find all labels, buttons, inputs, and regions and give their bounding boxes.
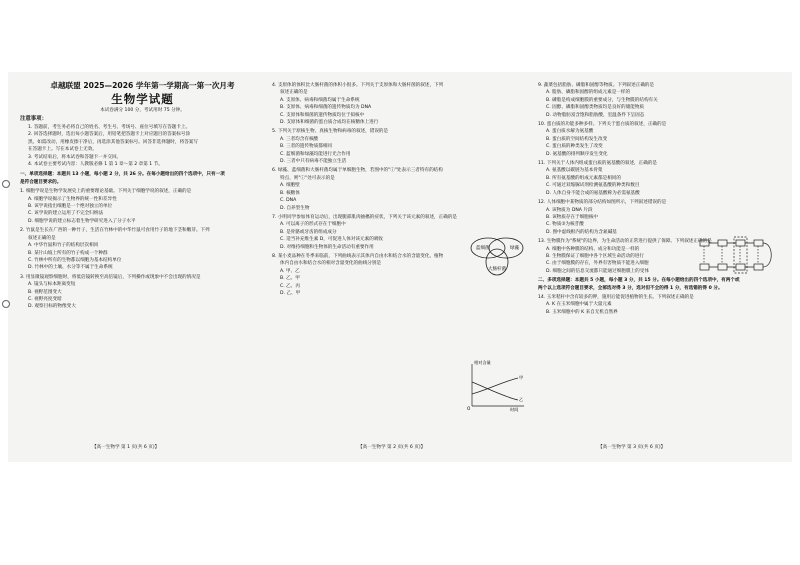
answer-option: A. 中华竹鼠和竹子的结构层次相同 [28,243,99,249]
answer-option: D. 细胞学说的建立标志着生物学研究进入了分子水平 [28,218,136,224]
answer-option: A. 细胞中各种膜的结构、成分和功能是一样的 [546,246,640,252]
notice-line: 3. 考试结束后，将本试卷和答题卡一并交回。 [28,154,122,160]
curve-label: 甲 [519,375,524,380]
nucleotide-box [754,264,763,270]
venn-label: 蓝细菌 [476,246,490,251]
answer-option: A. 细胞壁 [280,183,300,189]
answer-option: D. 氨基酸的排列顺序发生变化 [546,151,608,157]
question-stem: 1. 细胞学说是生物学发展史上的重要理论基础。下列关于细胞学说的叙述，正确的是 [20,189,192,195]
answer-option: D. 图中虚线框内的结构为含氮碱基 [546,229,617,235]
answer-option: B. 生物膜保证了细胞中各个区域生命活动的进行 [546,253,644,259]
answer-option: C. 物质③为核苷酸 [546,222,584,228]
answer-option: A. 脂肪、磷脂和固醇的组成元素是一样的 [546,90,631,96]
answer-option: A. 该物质为 DNA 片段 [546,207,593,213]
page-footer: 【高一生物学 第 2 页(共 6 页)】 [358,445,426,450]
answer-option: D. 人体自身不能合成的氨基酸称为必需氨基酸 [546,190,640,196]
question-stem: 特点，则"ⓘ"处可表示的是 [280,175,335,181]
answer-option: C. DNA [280,198,297,204]
answer-option: D. 竹林中的土壤、水分等不属于生命系统 [28,265,113,271]
answer-option: A. 蛋白质水解为氨基酸 [546,129,594,135]
binding-hole [2,180,10,188]
section-heading: 两个以上选项符合题目要求，全部选对得 3 分，选对但不全的得 1 分，有选错的得 0 分。 [538,285,723,291]
answer-option: B. 视野范围变大 [28,289,62,295]
question-stem: 3. 用显微镜观察细胞时，将低倍镜转换至高倍镜后，下列操作或现象中不会出现的情况是 [20,274,201,280]
answer-option: A. 氨基酸以碳链为基本骨架 [546,168,603,174]
notice-line: 2. 回答选择题时，选出每小题答案后，用铅笔把答题卡上对应题目的答案标号涂 [28,132,191,138]
answer-option: C. 可通过双缩脲试剂检测氨基酸的种类和数目 [546,183,640,189]
binding-hole [2,300,10,308]
question-stem: 5. 下列关于原核生物、真核生物和病毒的叙述，错误的是 [272,129,389,135]
question-stem: 4. 支原体的体积比大肠杆菌的体积小很多。下列关于支原体和大肠杆菌的叙述，下列 [272,83,444,88]
answer-option: B. 支原体、病毒和细菌的遗传物质均为 DNA [280,105,372,111]
nucleotide-box [736,240,745,246]
answer-option: B. 核糖体 [280,190,300,196]
answer-option: B. 该学说指出细胞是一个绝对独立的单位 [28,204,113,210]
answer-option: D. 对维持细胞和生物体的生命活动有重要作用 [280,244,374,250]
question-stem: 6. 绿藻、蓝细菌和大肠杆菌均属于单细胞生物，若图中的"ⓘ"处表示三者特有的结构 [272,168,443,174]
base-pair-line [704,246,758,264]
section-heading: 一、单项选择题：本题共 13 小题，每小题 2 分，共 26 分。在每小题给出的四个选项中，只有一项 [20,172,225,178]
notice-line: 1. 答题前，考生务必将自己的姓名、考生号、考场号、座位号填写在答题卡上。 [28,125,191,130]
page-column-3 [538,82,786,316]
answer-option: B. 蛋白质的空间结构发生改变 [546,136,608,142]
answer-option: B. 三者的遗传物质都相同 [280,144,333,150]
question-stem: 13. 生物膜作为"系统"的边界，为生命活动的正常进行提供了保障。下列叙述正确的是 [538,239,712,245]
question-stem: 9. 蔬菜包括脂肪、磷脂和固醇等物质。下列叙述正确的是 [538,83,655,88]
exam-title: 卓越联盟 2025—2026 学年第一学期高一第一次月考 [50,81,235,90]
venn-diagram [466,232,528,276]
question-stem: 11. 下列关于人体内组成蛋白质的氨基酸的叙述，正确的是 [538,161,658,167]
notice-line: 4. 本试卷主要考试内容：人教版必修 1 第 1 章～第 2 章第 1 节。 [28,162,163,168]
answer-option: A. 可以离子的形式存在于细胞中 [280,222,346,228]
question-stem: 8. 某小麦品种在冬季来临前，下列曲线表示其体内自由水和结合水的含量变化，植物 [272,253,444,259]
answer-option: C. 蓝细菌和绿藻均能进行光合作用 [280,151,351,157]
question-stem: 14. 玉米秸秆中含有较多的钾，施用后能促进植物的生长。下列叙述正确的是 [538,294,694,300]
answer-option: C. 视野亮度变暗 [28,296,62,302]
answer-option: C. 乙、丙 [280,283,300,289]
page-footer: 【高一生物学 第 3 页(共 6 页)】 [598,445,666,450]
answer-option: D. 三者中只有病毒不能独立生活 [280,159,347,165]
notice-heading: 注意事项： [20,116,47,122]
water-content-graph [462,358,528,412]
notice-line: 在答题卡上。写在本试卷上无效。 [28,147,97,153]
answer-option: B. 乙、甲 [280,276,300,282]
answer-option: D. 动物脂肪富含饱和脂肪酸，室温条件下呈固态 [546,112,645,118]
answer-option: B. 磷脂是构成细胞膜的重要成分，与生物膜的结构有关 [546,97,658,103]
answer-option: C. 支原体和细菌的遗传物质均位于拟核中 [280,112,365,118]
answer-option: C. 由于细胞膜的存在，外界有害物质不能进入细胞 [546,261,649,267]
section-heading: 二、多项选择题：本题共 5 小题，每小题 3 分，共 15 分。在每小题给出的四个选项中，有两个或 [538,278,740,284]
question-stem: 叙述正确的是 [280,90,308,96]
answer-option: C. 适当补充维生素 D，可促进人体对该元素的吸收 [280,237,384,243]
answer-option: D. 观察目标的物像变大 [28,304,76,310]
nucleotide-box [754,240,763,246]
venn-label: 绿藻 [510,246,519,251]
answer-option: C. 蛋白质的种类发生了改变 [546,144,603,150]
question-stem: 12. 人体细胞中某物质的部分结构如图所示，下列叙述错误的是 [538,200,667,206]
answer-option: A. 支原体、病毒和细菌均属于生命系统 [280,97,360,103]
answer-option: D. 乙、甲 [280,290,301,296]
answer-option: A. 甲、乙 [280,268,300,274]
axis-label: 时间 [510,407,519,412]
answer-option: A. 细胞学说揭示了生物界的统一性和差异性 [28,196,117,202]
curve-label: 乙 [519,397,524,402]
section-heading: 是符合题目要求的。 [20,179,62,185]
answer-option: B. 某片山坡上所有的竹子构成一个种群 [28,250,108,256]
nucleotide-box [700,264,709,270]
exam-info: 本试卷满分 100 分，考试用时 75 分钟。 [100,108,185,113]
nucleotide-box [736,264,745,270]
question-stem: 7. 小明同学参加体育运动后，出现腿部肌肉抽搐的症状，下列关于该元素的叙述，正确的是 [272,214,458,220]
answer-option: D. 细胞之间的信息交流都只能通过细胞膜上的受体 [546,268,649,274]
notice-line: 黑。如需改动，用橡皮擦干净后，再选涂其他答案标号。回答非选择题时，将答案写 [28,139,198,145]
question-stem: 10. 蛋白质的功能多种多样。下列关于蛋白质的叙述，正确的是 [538,122,667,128]
nucleotide-box [718,240,727,246]
answer-option: A. K 在玉米细胞中属于大量元素 [546,302,612,308]
answer-option: B. 是骨骼或牙齿的组成成分 [280,229,337,235]
nucleotide-box [718,264,727,270]
answer-option: A. 三者均含有核酸 [280,136,319,142]
answer-option: B. 玉米细胞中的 K 来自无机自然界 [546,309,618,315]
answer-option: B. 该物质存在于细胞核中 [546,214,599,220]
answer-option: B. 所有氨基酸的组成元素都是相同的 [546,175,621,181]
answer-option: C. 固醇、磷脂和固醇类物质均是良好的储能物质 [546,105,645,111]
venn-label: 大肠杆菌 [488,267,506,272]
curve-yi [472,382,518,400]
origin-label: O [467,406,471,411]
page-footer: 【高一生物学 第 1 页(共 6 页)】 [92,445,160,450]
dna-structure-figure [694,234,782,278]
answer-option: A. 镜头与标本距离变短 [28,282,76,288]
question-stem: 叙述正确的是 [28,235,56,241]
question-stem: 体内自由水和结合水的相对含量变化的曲线分别是 [280,261,382,267]
answer-option: D. 支原体和细菌的蛋白质合成均在核糖体上进行 [280,120,379,126]
answer-option: D. 自养型生物 [280,205,310,211]
nucleotide-box [700,240,709,246]
page-column-1 [20,78,265,311]
answer-option: C. 该学说的建立运用了不完全归纳法 [28,211,104,217]
answer-option: C. 竹林中所有的生物都以细胞为基本结构单位 [28,257,122,263]
subject-title: 生物学试题 [111,92,174,106]
axis-label: 相对含量 [474,360,491,365]
question-stem: 2. 竹鼠是生长在广西的一种竹子，生活在竹林中的中华竹鼠可食用竹子的地下茎和嫩芽。下列 [20,228,210,234]
